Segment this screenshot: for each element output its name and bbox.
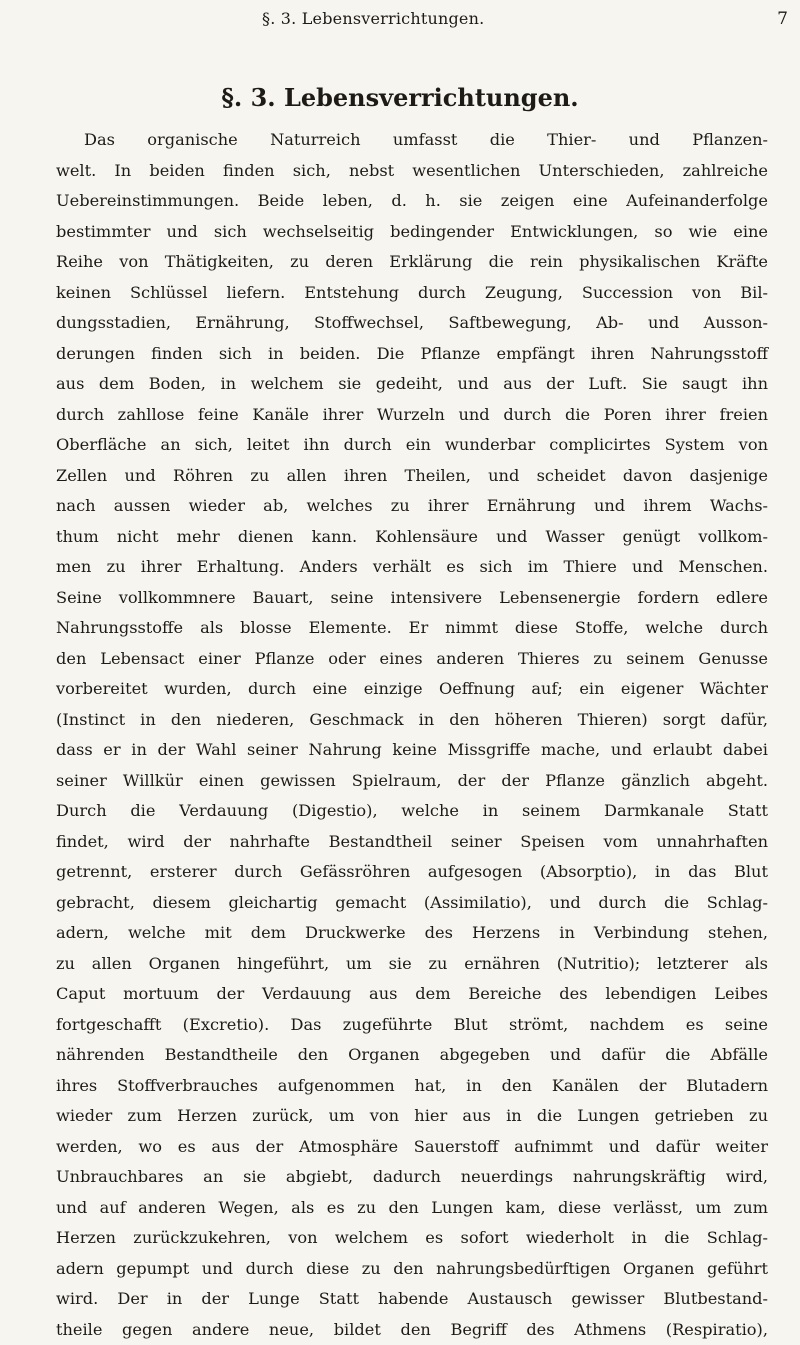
text-line: vorbereitet wurden, durch eine einzige Oeffnung auf; ein eigener Wächter [56,674,768,705]
text-line: men zu ihrer Erhaltung. Anders verhält es sich im Thiere und Menschen. [56,552,768,583]
text-line: dungsstadien, Ernährung, Stoffwechsel, Saftbewegung, Ab- und Ausson- [56,308,768,339]
text-line: adern, welche mit dem Druckwerke des Herzens in Verbindung stehen, [56,918,768,949]
body-paragraph [56,125,768,1345]
text-line: findet, wird der nahrhafte Bestandtheil seiner Speisen vom unnahrhaften [56,827,768,858]
text-line: Nahrungsstoffe als blosse Elemente. Er nimmt diese Stoffe, welche durch [56,613,768,644]
section-heading: §. 3. Lebensverrichtungen. [0,78,800,118]
text-line: und auf anderen Wegen, als es zu den Lungen kam, diese verlässt, um zum [56,1193,768,1224]
text-line: keinen Schlüssel liefern. Entstehung durch Zeugung, Succession von Bil- [56,278,768,309]
text-line: theile gegen andere neue, bildet den Begriff des Athmens (Respiratio), [56,1315,768,1345]
text-line: nach aussen wieder ab, welches zu ihrer Ernährung und ihrem Wachs- [56,491,768,522]
text-line: Caput mortuum der Verdauung aus dem Bereiche des lebendigen Leibes [56,979,768,1010]
text-line: adern gepumpt und durch diese zu den nahrungsbedürftigen Organen geführt [56,1254,768,1285]
text-line: Unbrauchbares an sie abgiebt, dadurch neuerdings nahrungskräftig wird, [56,1162,768,1193]
text-line: zu allen Organen hingeführt, um sie zu ernähren (Nutritio); letzterer als [56,949,768,980]
text-line: bestimmter und sich wechselseitig bedingender Entwicklungen, so wie eine [56,217,768,248]
text-line: durch zahllose feine Kanäle ihrer Wurzeln und durch die Poren ihrer freien [56,400,768,431]
text-line: thum nicht mehr dienen kann. Kohlensäure und Wasser genügt vollkom- [56,522,768,553]
running-head [0,6,800,32]
text-line: ihres Stoffverbrauches aufgenommen hat, in den Kanälen der Blutadern [56,1071,768,1102]
text-line: getrennt, ersterer durch Gefässröhren aufgesogen (Absorptio), in das Blut [56,857,768,888]
text-line: Uebereinstimmungen. Beide leben, d. h. sie zeigen eine Aufeinanderfolge [56,186,768,217]
running-head-title: §. 3. Lebensverrichtungen. [262,6,484,32]
text-line: welt. In beiden finden sich, nebst wesentlichen Unterschieden, zahlreiche [56,156,768,187]
text-line: Zellen und Röhren zu allen ihren Theilen, und scheidet davon dasjenige [56,461,768,492]
text-line: (Instinct in den niederen, Geschmack in den höheren Thieren) sorgt dafür, [56,705,768,736]
text-line: gebracht, diesem gleichartig gemacht (Assimilatio), und durch die Schlag- [56,888,768,919]
text-line: nährenden Bestandtheile den Organen abgegeben und dafür die Abfälle [56,1040,768,1071]
text-line: werden, wo es aus der Atmosphäre Sauerstoff aufnimmt und dafür weiter [56,1132,768,1163]
text-line: Das organische Naturreich umfasst die Thier- und Pflanzen- [56,125,768,156]
text-line: seiner Willkür einen gewissen Spielraum, der der Pflanze gänzlich abgeht. [56,766,768,797]
text-line: Herzen zurückzukehren, von welchem es sofort wiederholt in die Schlag- [56,1223,768,1254]
text-line: wieder zum Herzen zurück, um von hier aus in die Lungen getrieben zu [56,1101,768,1132]
text-line: Reihe von Thätigkeiten, zu deren Erklärung die rein physikalischen Kräfte [56,247,768,278]
text-line: fortgeschafft (Excretio). Das zugeführte Blut strömt, nachdem es seine [56,1010,768,1041]
text-line: Oberfläche an sich, leitet ihn durch ein wunderbar complicirtes System von [56,430,768,461]
text-line: Seine vollkommnere Bauart, seine intensivere Lebensenergie fordern edlere [56,583,768,614]
text-line: aus dem Boden, in welchem sie gedeiht, und aus der Luft. Sie saugt ihn [56,369,768,400]
text-line: Durch die Verdauung (Digestio), welche in seinem Darmkanale Statt [56,796,768,827]
text-line: den Lebensact einer Pflanze oder eines anderen Thieres zu seinem Genusse [56,644,768,675]
text-line: derungen finden sich in beiden. Die Pflanze empfängt ihren Nahrungsstoff [56,339,768,370]
page-number: 7 [777,6,788,32]
text-line: wird. Der in der Lunge Statt habende Austausch gewisser Blutbestand- [56,1284,768,1315]
text-line: dass er in der Wahl seiner Nahrung keine Missgriffe mache, und erlaubt dabei [56,735,768,766]
